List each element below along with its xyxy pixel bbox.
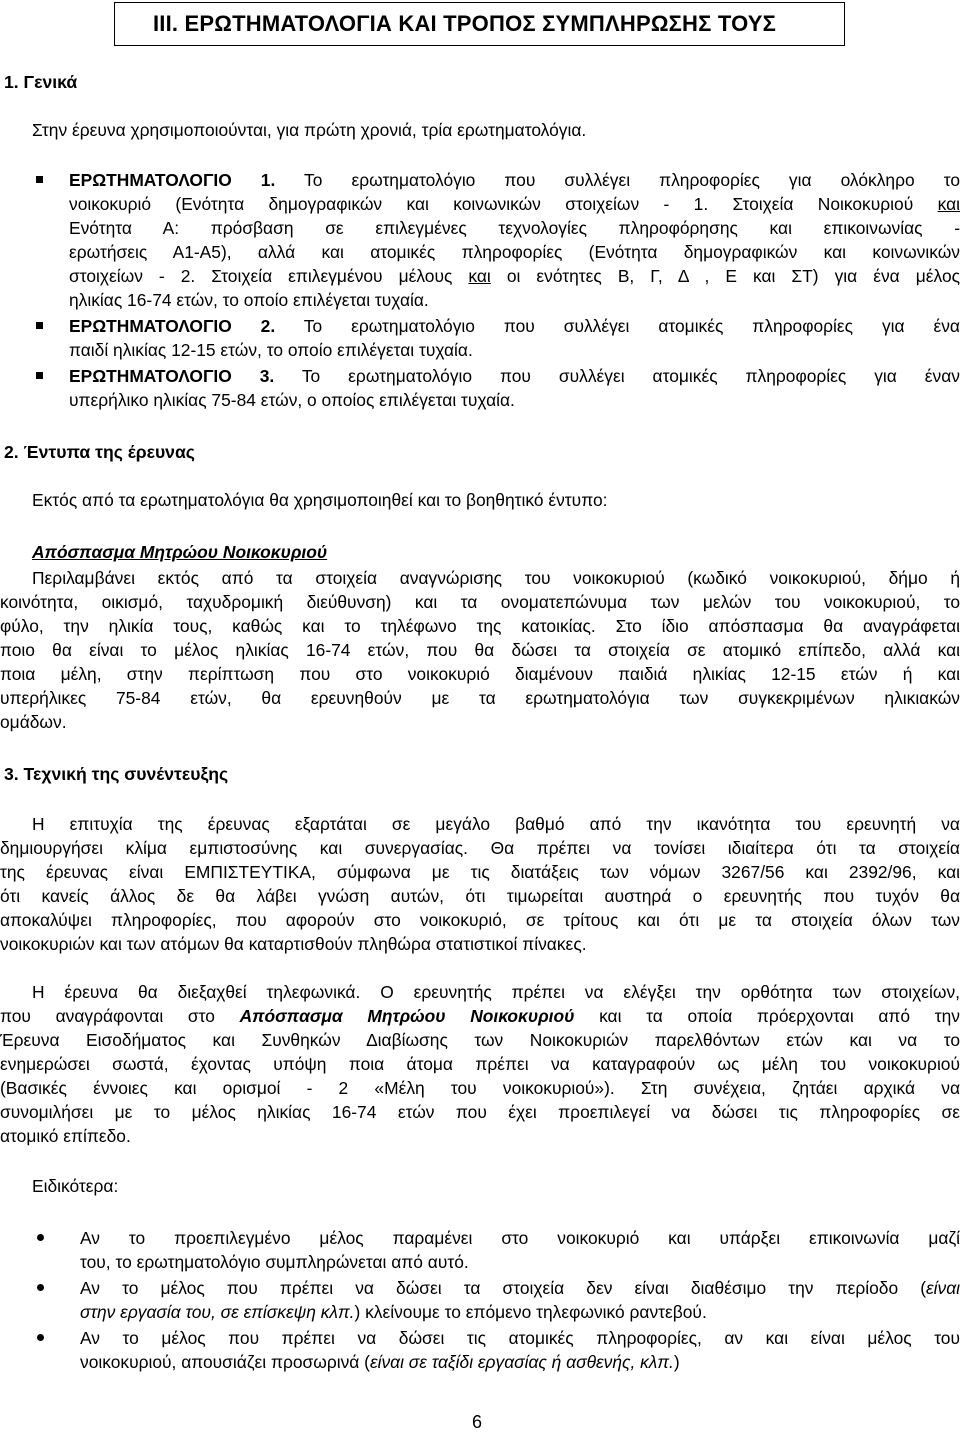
sec3-p1-line-6: νοικοκυριών και των ατόμων θα καταρτισθούν πληθώρα στατιστικοί πίνακες. bbox=[0, 934, 587, 954]
sec2-line-4: ποιο θα είναι το μέλος ηλικίας 16-74 ετών, που θα δώσει τα στοιχεία σε ατομικό επίπεδο, αλλά και bbox=[0, 640, 960, 660]
case-3-line-1: Αν το μέλος που πρέπει να δώσει τις ατομικές πληροφορίες, αν και είναι μέλος του bbox=[80, 1328, 960, 1348]
specifically-label: Ειδικότερα: bbox=[32, 1176, 119, 1196]
sec2-line-2: κοινότητα, οικισμό, ταχυδρομική διεύθυνση) και τα ονοματεπώνυμα των μελών του νοικοκυριού, το bbox=[0, 592, 960, 612]
chapter-title: III. ΕΡΩΤΗΜΑΤΟΛΟΓΙΑ ΚΑΙ ΤΡΟΠΟΣ ΣΥΜΠΛΗΡΩΣΗΣ ΤΟΥΣ bbox=[153, 11, 777, 36]
chapter-title-box bbox=[114, 2, 845, 46]
sec2-line-1: Περιλαμβάνει εκτός από τα στοιχεία αναγνώρισης του νοικοκυριού (κωδικό νοικοκυριού, δήμο ή bbox=[32, 568, 960, 588]
page-number: 6 bbox=[472, 1412, 483, 1432]
square-bullet-icon bbox=[36, 322, 43, 329]
case-2-line-2: στην εργασία του, σε επίσκεψη κλπ.) κλείνουμε το επόμενο τηλεφωνικό ραντεβού. bbox=[80, 1302, 707, 1322]
square-bullet-icon bbox=[36, 372, 43, 379]
q1-line-5: στοιχείων - 2. Στοιχεία επιλεγμένου μέλους και οι ενότητες Β, Γ, Δ , Ε και ΣΤ) για ένα μέλος bbox=[69, 266, 960, 286]
household-register-heading: Απόσπασμα Μητρώου Νοικοκυριού bbox=[32, 542, 328, 562]
q3-line-2: υπερήλικο ηλικίας 75-84 ετών, ο οποίος επιλέγεται τυχαία. bbox=[69, 390, 515, 410]
sec3-p1-line-3: της έρευνας είναι ΕΜΠΙΣΤΕΥΤΙΚΑ, σύμφωνα με τις διατάξεις των νόμων 3267/56 και 2392/96, και bbox=[0, 862, 960, 882]
round-bullet-icon bbox=[37, 1334, 44, 1341]
sec2-line-7: ομάδων. bbox=[0, 712, 67, 732]
q1-line-1: ΕΡΩΤΗΜΑΤΟΛΟΓΙΟ 1. Το ερωτηματολόγιο που συλλέγει πληροφορίες για ολόκληρο το bbox=[69, 170, 960, 190]
case-1-line-2: του, το ερωτηματολόγιο συμπληρώνεται από αυτό. bbox=[80, 1252, 469, 1272]
sec3-p2-line-2: που αναγράφονται στο Απόσπασμα Μητρώου Νοικοκυριού και τα οποία πρόερχονται από την bbox=[0, 1006, 960, 1026]
q1-line-6: ηλικίας 16-74 ετών, το οποίο επιλέγεται τυχαία. bbox=[69, 290, 429, 310]
round-bullet-icon bbox=[37, 1284, 44, 1291]
sec2-line-5: ποια μέλη, στην περίπτωση που στο νοικοκυριό διαμένουν παιδιά ηλικίας 12-15 ετών ή και bbox=[0, 664, 960, 684]
section-1-heading: 1. Γενικά bbox=[4, 72, 78, 92]
sec3-p1-line-1: Η επιτυχία της έρευνας εξαρτάται σε μεγάλο βαθμό από την ικανότητα του ερευνητή να bbox=[32, 814, 960, 834]
q3-line-1: ΕΡΩΤΗΜΑΤΟΛΟΓΙΟ 3. Το ερωτηματολόγιο που συλλέγει ατομικές πληροφορίες για έναν bbox=[69, 366, 960, 386]
sec3-p1-line-5: αποκαλύψει πληροφορίες, που αφορούν στο νοικοκυριό, σε τρίτους και ότι με τα στοιχεία όλων των bbox=[0, 910, 960, 930]
sec2-line-3: φύλο, την ηλικία τους, καθώς και το τηλέφωνο της κατοικίας. Στο ίδιο απόσπασμα θα αναγράφεται bbox=[0, 616, 960, 636]
case-3-line-2: νοικοκυριού, απουσιάζει προσωρινά (είναι σε ταξίδι εργασίας ή ασθενής, κλπ.) bbox=[80, 1352, 680, 1372]
q2-line-2: παιδί ηλικίας 12-15 ετών, το οποίο επιλέγεται τυχαία. bbox=[69, 340, 473, 360]
round-bullet-icon bbox=[37, 1234, 44, 1241]
q1-line-2: νοικοκυριό (Ενότητα δημογραφικών και κοινωνικών στοιχείων - 1. Στοιχεία Νοικοκυριού και bbox=[69, 194, 960, 214]
sec3-p2-line-1: Η έρευνα θα διεξαχθεί τηλεφωνικά. Ο ερευνητής πρέπει να ελέγξει την ορθότητα των στοιχείων, bbox=[32, 982, 960, 1002]
q2-line-1: ΕΡΩΤΗΜΑΤΟΛΟΓΙΟ 2. Το ερωτηματολόγιο που συλλέγει ατομικές πληροφορίες για ένα bbox=[69, 316, 960, 336]
square-bullet-icon bbox=[36, 176, 43, 183]
sec3-p2-line-6: συνομιλήσει με το μέλος ηλικίας 16-74 ετών που έχει προεπιλεγεί να δώσει τις πληροφορίες σε bbox=[0, 1102, 960, 1122]
q1-line-4: ερωτήσεις Α1-Α5), αλλά και ατομικές πληροφορίες (Ενότητα δημογραφικών και κοινωνικών bbox=[69, 242, 960, 262]
sec3-p2-line-4: ενημερώσει σωστά, έχοντας υπόψη ποια άτομα πρέπει να καταγραφούν ως μέλη του νοικοκυριού bbox=[0, 1054, 960, 1074]
section-2-intro: Εκτός από τα ερωτηματολόγια θα χρησιμοποιηθεί και το βοηθητικό έντυπο: bbox=[32, 490, 608, 510]
section-1-intro: Στην έρευνα χρησιμοποιούνται, για πρώτη χρονιά, τρία ερωτηματολόγια. bbox=[32, 120, 587, 140]
sec3-p1-line-2: δημιουργήσει κλίμα εμπιστοσύνης και συνεργασίας. Θα πρέπει να τονίσει ιδιαίτερα ότι τα στοιχεία bbox=[0, 838, 960, 858]
sec2-line-6: υπερήλικες 75-84 ετών, θα ερευνηθούν με τα ερωτηματολόγια των συγκεκριμένων ηλικιακών bbox=[0, 688, 960, 708]
q1-line-3: Ενότητα Α: πρόσβαση σε επιλεγμένες τεχνολογίες πληροφόρησης και επικοινωνίας - bbox=[69, 218, 960, 238]
sec3-p2-line-5: (Βασικές έννοιες και ορισμοί - 2 «Μέλη του νοικοκυριού»). Στη συνέχεια, ζητάει αρχικά να bbox=[0, 1078, 960, 1098]
case-1-line-1: Αν το προεπιλεγμένο μέλος παραμένει στο νοικοκυριό και υπάρξει επικοινωνία μαζί bbox=[80, 1228, 960, 1248]
sec3-p1-line-4: ότι κανείς άλλος δε θα λάβει γνώση αυτών, ότι τιμωρείται αυστηρά ο ερευνητής που τυχόν θα bbox=[0, 886, 960, 906]
case-2-line-1: Αν το μέλος που πρέπει να δώσει τα στοιχεία δεν είναι διαθέσιμο την περίοδο (είναι bbox=[80, 1278, 960, 1298]
section-2-heading: 2. Έντυπα της έρευνας bbox=[4, 442, 195, 462]
sec3-p2-line-3: Έρευνα Εισοδήματος και Συνθηκών Διαβίωσης των Νοικοκυριών παρελθόντων ετών και να το bbox=[0, 1030, 960, 1050]
sec3-p2-line-7: ατομικό επίπεδο. bbox=[0, 1126, 131, 1146]
section-3-heading: 3. Τεχνική της συνέντευξης bbox=[4, 764, 229, 784]
